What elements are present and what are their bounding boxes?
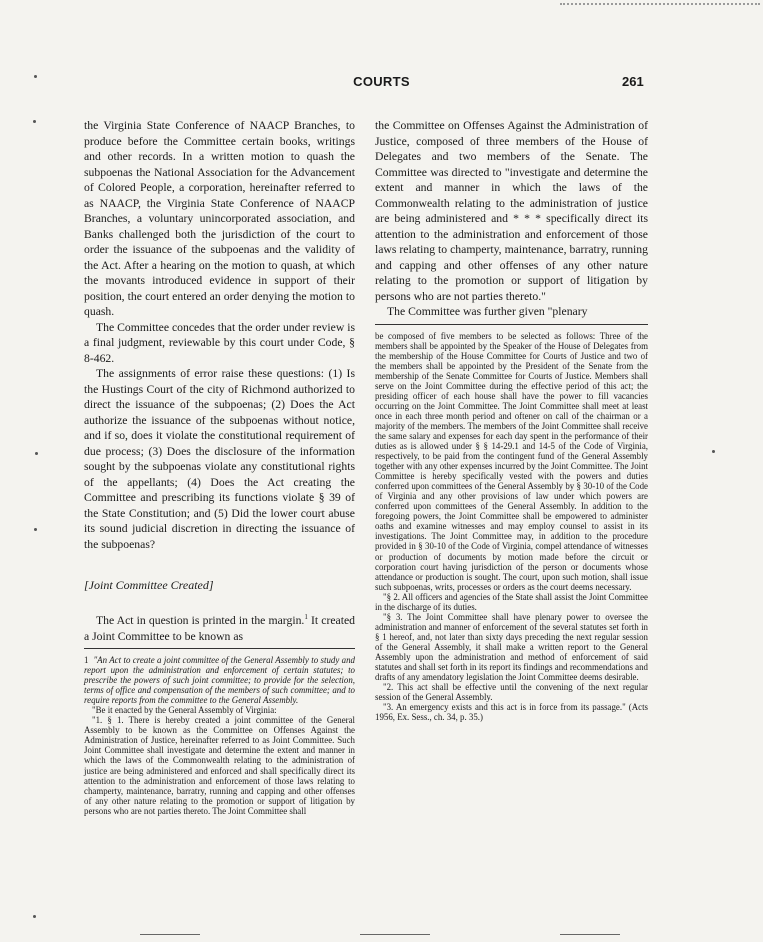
body-paragraph: The assignments of error raise these questions: (1) Is the Hustings Court of the city of Richmond authorized to direct the issuance of the subpoenas; (2) Does the Act authorize the issuance of the subpoenas without notice, and if so, does it violate the constitutional requirement of due process; (3) Does the disclosure of the information sought by the subpoenas violate any constitutional rights of the appellants; (4) Does the Act creating the Committee and prescribing its functions violate § 39 of the State Constitution; and (5) Did the lower court abuse its sound judicial discretion in directing the issuance of the subpoenas? — [84, 367, 355, 551]
footnote-title — [84, 655, 355, 705]
footnote-paragraph: "§ 2. All officers and agencies of the State shall assist the Joint Committee in the discharge of its duties. — [375, 591, 648, 612]
margin-speck — [34, 528, 37, 531]
footnote-paragraph: "Be it enacted by the General Assembly of Virginia: — [92, 705, 277, 716]
footnote-paragraph: "1. § 1. There is hereby created a joint committee of the General Assembly to be known as the Committee on Offenses Against the Administration of Justice, hereinafter referred to as Joint Committee. Such Joint Committee shall investigate and determine the extent and manner in which the laws of the Commonwealth relating to the administration of justice are being administered and enforced and shall specifically direct its attention to the administration and enforcement of those laws relating to champerty, maintenance, barratry, running and capping and other offenses of any other nature relating to the promotion or support of litigation by persons who are not parties thereto. The Joint Committee shall — [84, 715, 355, 816]
footnote-paragraph: "2. This act shall be effective until the convening of the next regular session of the General Assembly. — [375, 682, 648, 703]
page-number: 261 — [622, 74, 644, 89]
right-column — [375, 118, 648, 722]
margin-speck — [712, 450, 715, 453]
footnote-reference: 1 — [304, 613, 308, 622]
margin-speck — [33, 915, 36, 918]
top-edge-dots — [560, 3, 760, 7]
section-heading: [Joint Committee Created] — [84, 578, 214, 592]
body-paragraph: the Virginia State Conference of NAACP Branches, to produce before the Committee certain books, writings and other records. In a written motion to quash the subpoenas the National Association for the Advancement of Colored People, a corporation, hereinafter referred to as NAACP, the Virginia State Conference of NAACP Branches, a voluntary unincorporated association, and Banks challenged both the jurisdiction of the court to order the issuance of the subpoenas and the validity of the Act. After a hearing on the motion to quash, at which the movants introduced evidence in support of their position, the court entered an order denying the motion to quash. — [84, 119, 355, 318]
margin-speck — [34, 75, 37, 78]
left-column — [84, 118, 355, 816]
running-header-title: COURTS — [353, 74, 410, 89]
footnote-paragraph: "3. An emergency exists and this act is in force from its passage." (Acts 1956, Ex. Sess., ch. 34, p. 35.) — [375, 702, 648, 723]
footnote-paragraph: "§ 3. The Joint Committee shall have plenary power to oversee the administration and manner of enforcement of the several statutes set forth in § 1 hereof, and, not later than sixty days preceding the next regular session of the General Assembly, it shall make a written report to the General Assembly upon the administration and method of enforcement of said statutes and shall set forth in its report its findings and recommendations and drafts of any amendatory legislation the Joint Committee deems desirable. — [375, 611, 648, 683]
body-paragraph: The Committee was further given "plenary — [387, 305, 588, 318]
footnote-number: 1 — [84, 655, 89, 665]
body-paragraph: the Committee on Offenses Against the Administration of Justice, composed of three members of the House of Delegates and two members of the Senate. The Committee was directed to "investigate and determine the extent and manner in which the laws of the Commonwealth relating to the administration of justice are being administered and * * * specifically direct its attention to the administration and enforcement of those laws relating to champerty, maintenance, barratry, running and capping and other offenses of any other nature relating to the promotion or support of litigation by persons who are not parties thereto." — [375, 119, 648, 303]
margin-speck — [33, 120, 36, 123]
margin-speck — [35, 452, 38, 455]
bottom-edge-mark — [140, 934, 200, 935]
footnote-divider — [84, 648, 355, 649]
body-paragraph: The Committee concedes that the order under review is a final judgment, reviewable by this court under Code, § 8-462. — [84, 320, 355, 365]
footnote-text: "An Act to create a joint committee of the General Assembly to study and report upon the administration and enforcement of certain statutes; to prescribe the powers of such joint committee; to provide for the selection, terms of office and compensation of the members of such committee; and to require reports from the committee to the General Assembly. — [84, 655, 355, 706]
footnote-divider — [375, 324, 648, 325]
bottom-edge-mark — [360, 934, 430, 935]
body-paragraph — [84, 613, 355, 644]
body-text: It created a Joint Committee to be known as — [84, 614, 356, 643]
footnote-paragraph: be composed of five members to be selected as follows: Three of the members shall be appointed by the Speaker of the House of Delegates from the membership of the House Committee for Courts of Justice and two of the members shall be appointed by the President of the Senate from the membership of the Senate Committee for Courts of Justice. Members shall serve on the Joint Committee during the effective period of this act; the presiding officer of each house shall have the power to fill vacancies occurring on the Joint Committee. The Joint Committee shall meet at least once in each three month period and oftener on call of the chairman or a majority of the members. The members of the Joint Committee shall receive the same salary and expenses for each day spent in the performance of their duties as is allowed under § § 14-29.1 and 14-5 of the Code of Virginia, respectively, to be paid from the contingent fund of the General Assembly together with any other expenses incurred by the Joint Committee. The Joint Committee is hereby specifically vested with the powers and duties conferred upon committees of the General Assembly by § 30-10 of the Code of Virginia and any other provisions of law under which powers are conferred upon committees of the General Assembly. In addition to the foregoing powers, the Joint Committee shall be empowered to administer oaths and examine witnesses and may employ counsel to assist in its investigations. The Joint Committee may, in addition to the procedure provided in § 30-10 of the Code of Virginia, compel attendance of witnesses or production of documents by motion made before the circuit or corporation court having jurisdiction of the person or documents whose attendance or production is sought. The court, upon such motion, shall issue such subpoenas, writs, processes or orders as the court deems necessary. — [375, 330, 648, 592]
bottom-edge-mark — [560, 934, 620, 935]
body-text: The Act in question is printed in the margin. — [96, 614, 305, 627]
